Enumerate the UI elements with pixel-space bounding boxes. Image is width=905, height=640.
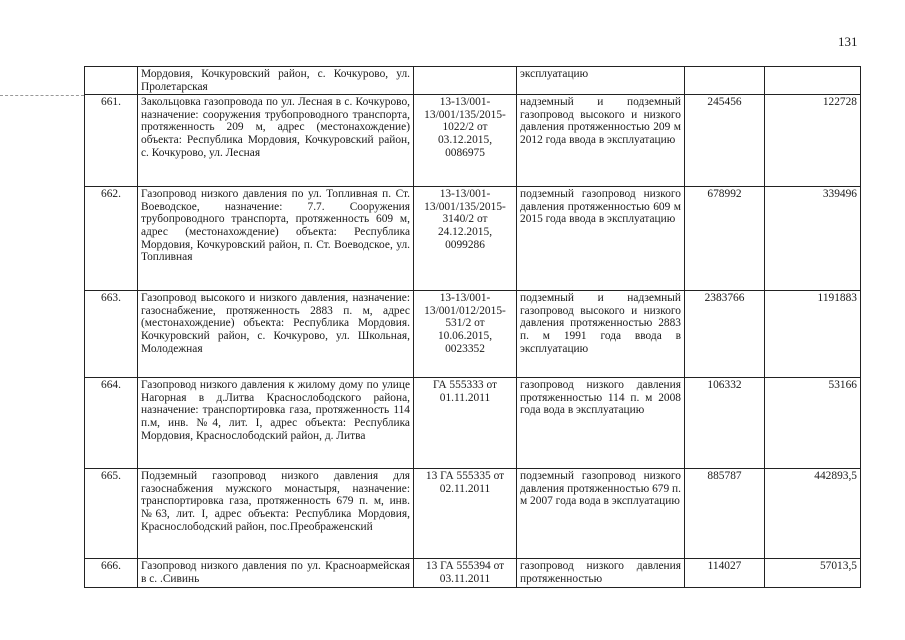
object-description: газопровод низкого давления протяженностью 114 п. м 2008 года вода в эксплуатацию (517, 378, 685, 469)
row-number: 661. (85, 95, 138, 187)
registration-record: 13 ГА 555335 от 02.11.2011 (414, 469, 517, 559)
page-number: 131 (838, 34, 858, 49)
scan-artifact-line (0, 95, 84, 96)
table-row (85, 187, 861, 291)
book-value: 245456 (685, 95, 765, 187)
residual-value: 57013,5 (765, 559, 861, 588)
residual-value: 1191883 (765, 291, 861, 378)
book-value: 114027 (685, 559, 765, 588)
object-description: газопровод низкого давления протяженностью (517, 559, 685, 588)
object-description: подземный газопровод низкого давления протяженностью 679 п. м 2007 года вода в эксплуатацию (517, 469, 685, 559)
object-description: эксплуатацию (517, 67, 685, 95)
object-name: Газопровод низкого давления по ул. Топливная п. Ст. Воеводское, назначение: 7.7. Сооружения трубопроводного транспорта, протяженность 609 м, адрес (местонахождение) объекта: Республика Мордовия, Кочкуровский район, п. Ст. Воеводское, ул. Топливная (138, 187, 414, 291)
property-registry-table (84, 66, 861, 588)
row-number: 663. (85, 291, 138, 378)
residual-value: 53166 (765, 378, 861, 469)
table-row (85, 378, 861, 469)
row-number (85, 67, 138, 95)
residual-value: 122728 (765, 95, 861, 187)
registration-record: ГА 555333 от 01.11.2011 (414, 378, 517, 469)
object-name: Газопровод низкого давления по ул. Красноармейская в с. .Сивинь (138, 559, 414, 588)
row-number: 664. (85, 378, 138, 469)
registration-record: 13-13/001-13/001/012/2015-531/2 от 10.06.2015, 0023352 (414, 291, 517, 378)
row-number: 662. (85, 187, 138, 291)
object-name: Газопровод высокого и низкого давления, назначение: газоснабжение, протяженность 2883 п. м, адрес (местонахождение) объекта: Республика Мордовия. Кочкуровский район, с. Кочкурово, ул. Школьная, Молодежная (138, 291, 414, 378)
book-value: 2383766 (685, 291, 765, 378)
registration-record: 13-13/001-13/001/135/2015-3140/2 от 24.12.2015, 0099286 (414, 187, 517, 291)
row-number: 666. (85, 559, 138, 588)
table-row (85, 95, 861, 187)
registration-record (414, 67, 517, 95)
book-value (685, 67, 765, 95)
registration-record: 13 ГА 555394 от 03.11.2011 (414, 559, 517, 588)
object-name: Газопровод низкого давления к жилому дому по улице Нагорная в д.Литва Краснослободского района, назначение: транспортировка газа, протяженность 114 п.м, инв. №4, лит. I, адрес объекта: Республика Мордовия, Краснослободский район, д. Литва (138, 378, 414, 469)
table-row (85, 469, 861, 559)
table-row (85, 67, 861, 95)
object-description: подземный газопровод низкого давления протяженностью 609 м 2015 года ввода в эксплуатацию (517, 187, 685, 291)
registration-record: 13-13/001-13/001/135/2015-1022/2 от 03.12.2015, 0086975 (414, 95, 517, 187)
book-value: 885787 (685, 469, 765, 559)
object-description: подземный и надземный газопровод высокого и низкого давления протяженностью 2883 п. м 1991 года ввода в эксплуатацию (517, 291, 685, 378)
object-name: Подземный газопровод низкого давления для газоснабжения мужского монастыря, назначение: транспортировка газа, протяженность 679 п. м, инв. №63, лит. I, адрес объекта: Республика Мордовия, Краснослободский район, пос.Преображенский (138, 469, 414, 559)
object-name: Закольцовка газопровода по ул. Лесная в с. Кочкурово, назначение: сооружения трубопроводного транспорта, протяженность 209 м, адрес (местонахождение) объекта: Республика Мордовия, Кочкуровский район, с. Кочкурово, ул. Лесная (138, 95, 414, 187)
table-row (85, 559, 861, 588)
residual-value: 339496 (765, 187, 861, 291)
residual-value: 442893,5 (765, 469, 861, 559)
book-value: 678992 (685, 187, 765, 291)
book-value: 106332 (685, 378, 765, 469)
object-name: Мордовия, Кочкуровский район, с. Кочкурово, ул. Пролетарская (138, 67, 414, 95)
residual-value (765, 67, 861, 95)
row-number: 665. (85, 469, 138, 559)
table-row (85, 291, 861, 378)
object-description: надземный и подземный газопровод высокого и низкого давления протяженностью 209 м 2012 года ввода в эксплуатацию (517, 95, 685, 187)
